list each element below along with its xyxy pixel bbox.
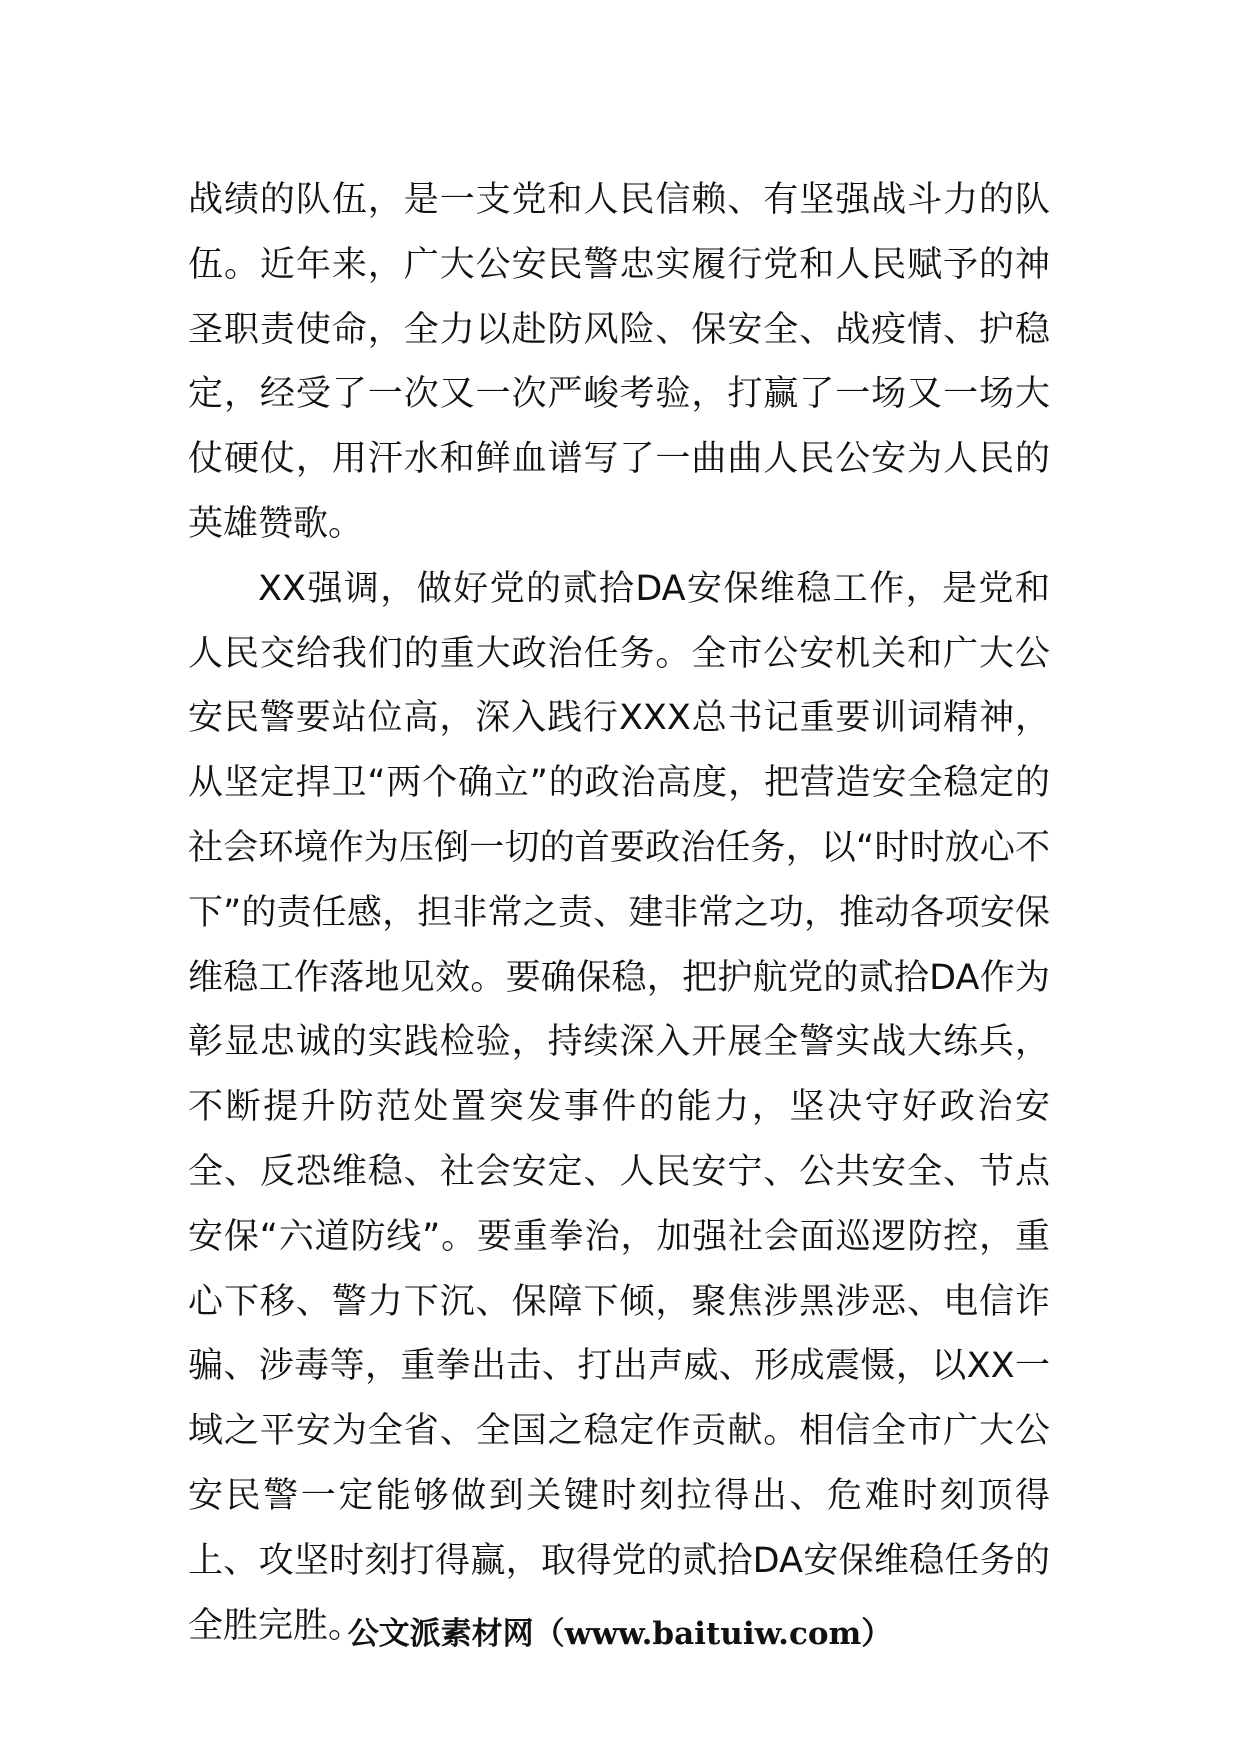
document-body (188, 168, 1050, 1658)
paragraph-2: XX强调，做好党的贰拾DA安保维稳工作，是党和人民交给我们的重大政治任务。全市公安机关和广大公安民警要站位高，深入践行XXX总书记重要训词精神，从坚定捍卫“两个确立”的政治高度，把营造安全稳定的社会环境作为压倒一切的首要政治任务，以“时时放心不下”的责任感，担非常之责、建非常之功，推动各项安保维稳工作落地见效。要确保稳，把护航党的贰拾DA作为彰显忠诚的实践检验，持续深入开展全警实战大练兵，不断提升防范处置突发事件的能力，坚决守好政治安全、反恐维稳、社会安定、人民安宁、公共安全、节点安保“六道防线”。要重拳治，加强社会面巡逻防控，重心下移、警力下沉、保障下倾，聚焦涉黑涉恶、电信诈骗、涉毒等，重拳出击、打出声威、形成震慑，以XX一域之平安为全省、全国之稳定作贡献。相信全市广大公安民警一定能够做到关键时刻拉得出、危难时刻顶得上、攻坚时刻打得赢，取得党的贰拾DA安保维稳任务的全胜完胜。 (188, 568, 1050, 1646)
footer-watermark: 公文派素材网（www.baituiw.com） (347, 1616, 893, 1652)
paragraph-1: 战绩的队伍，是一支党和人民信赖、有坚强战斗力的队伍。近年来，广大公安民警忠实履行党和人民赋予的神圣职责使命，全力以赴防风险、保安全、战疫情、护稳定，经受了一次又一次严峻考验，打赢了一场又一场大仗硬仗，用汗水和鲜血谱写了一曲曲人民公安为人民的英雄赞歌。 (188, 180, 1050, 544)
